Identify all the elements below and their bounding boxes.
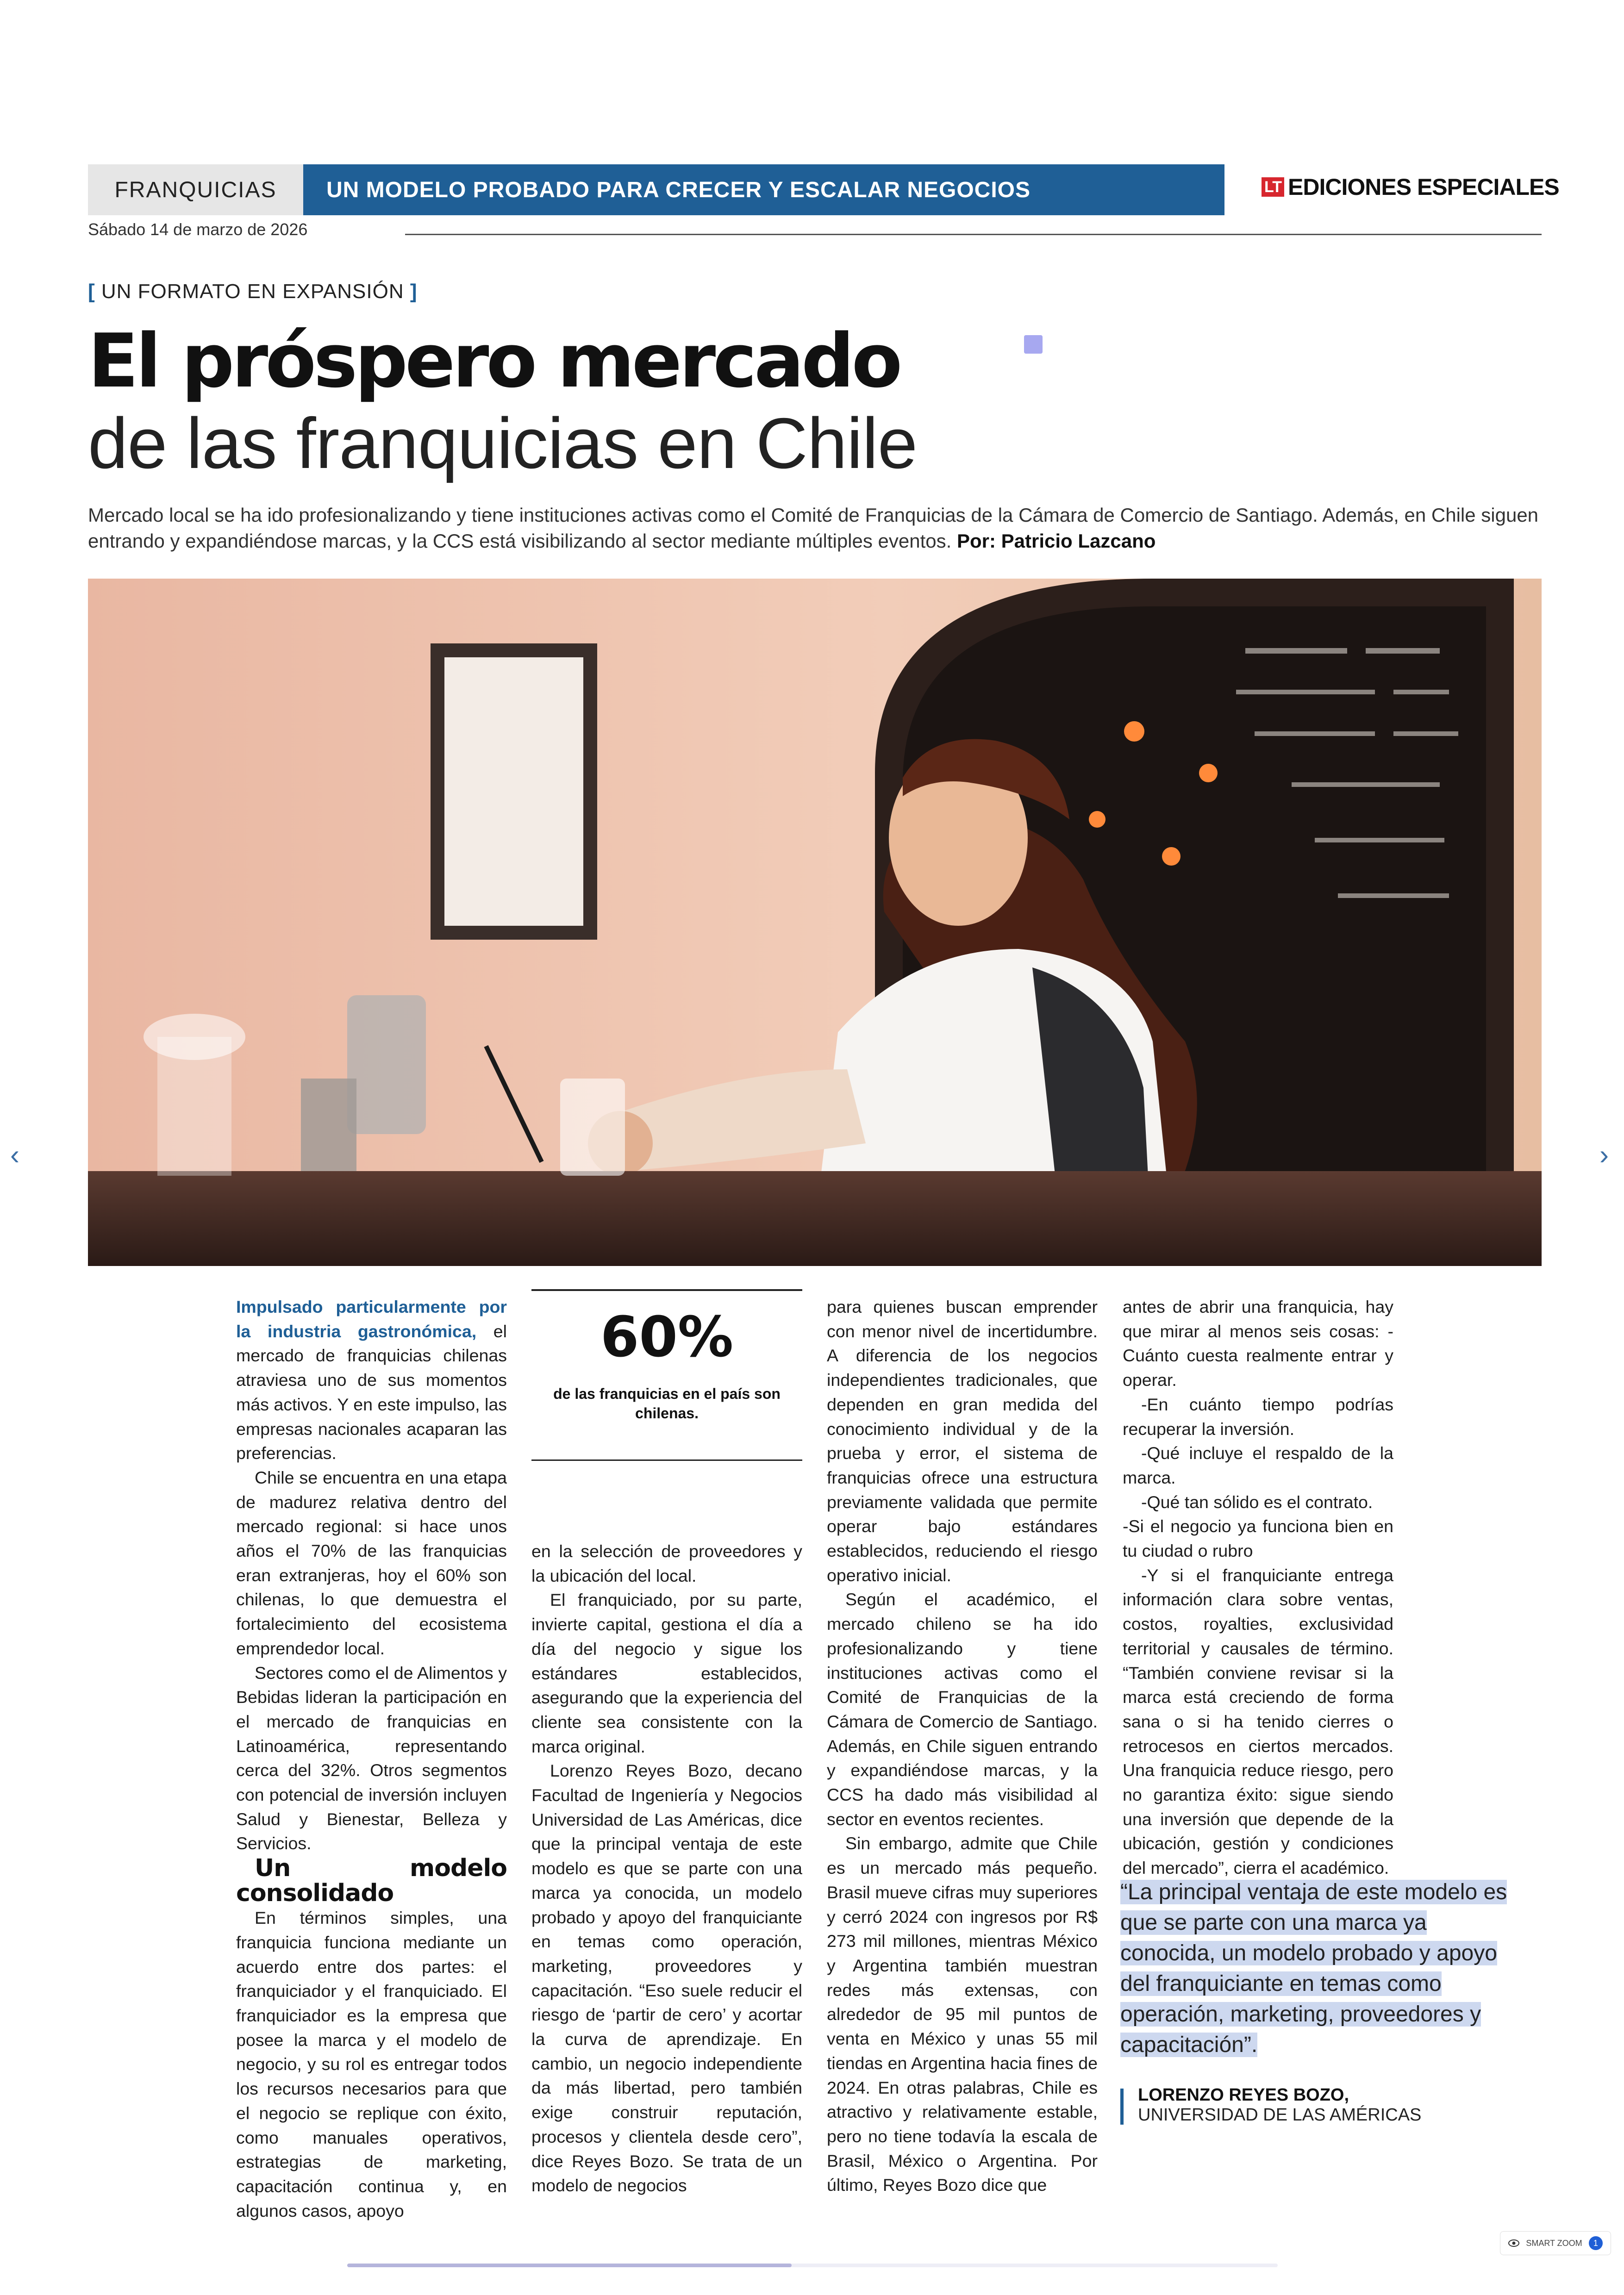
quote-bar <box>1120 2089 1124 2125</box>
col4-p3: -Qué incluye el respaldo de la marca. <box>1123 1443 1393 1487</box>
col1-paragraph <box>236 1295 507 1466</box>
issue-date: Sábado 14 de marzo de 2026 <box>88 220 308 239</box>
chevron-right-icon[interactable]: › <box>1599 1139 1609 1170</box>
stat-rule-bottom <box>531 1459 802 1461</box>
pull-quote <box>1120 1877 1523 2060</box>
stat-caption: de las franquicias en el país son chilenas. <box>553 1385 781 1422</box>
byline: Por: Patricio Lazcano <box>956 530 1156 552</box>
subhead: Un modelo consolidado <box>236 1854 507 1908</box>
quote-author: LORENZO REYES BOZO, <box>1138 2085 1349 2105</box>
eye-icon <box>1508 2239 1519 2247</box>
col3-p2: Según el académico, el mercado chileno se ha ido profesionalizando y tiene instituciones activas como el Comité de Franquicias de la Cámara de Comercio de Santiago. Además, en Chile siguen entrando y expandiéndose marcas, y la CCS ha dado más visibilidad al sector en eventos recientes. <box>827 1590 1098 1829</box>
kicker-text: UN FORMATO EN EXPANSIÓN <box>101 280 404 303</box>
headline-line1: El próspero mercado <box>88 318 900 404</box>
col3-p1: para quienes buscan emprender con menor nivel de incertidumbre. A diferencia de los negocios independientes tradicionales, que dependen en gran medida del conocimiento individual y de la prueba y error, el sistema de franquicias ofrece una estructura previamente validada que permite operar bajo estándares establecidos, reduciendo el riesgo operativo inicial. <box>827 1297 1098 1585</box>
col1-p1: el mercado de franquicias chilenas atraviesa uno de sus momentos más activos. Y en este impulso, las empresas nacionales acaparan las preferencias. <box>236 1321 507 1463</box>
brand-mark: LT <box>1262 177 1284 197</box>
lead-in: Impulsado particularmente por la industria gastronómica, <box>236 1297 507 1341</box>
brand-name: EDICIONES ESPECIALES <box>1288 174 1559 200</box>
column-1 <box>236 1295 507 2223</box>
headline-line2: de las franquicias en Chile <box>88 403 917 483</box>
section-banner: UN MODELO PROBADO PARA CRECER Y ESCALAR NEGOCIOS <box>303 164 1224 215</box>
column-3 <box>827 1295 1098 2197</box>
col4-p6: -Y si el franquiciante entrega información clara sobre ventas, costos, royalties, exclusividad territorial y causales de término. “También conviene revisar si la marca está creciendo de forma sana o si ha tenido cierres o retrocesos en ciertos mercados. Una franquicia reduce riesgo, pero no garantiza éxito: sigue siendo una inversión que depende de la ubicación, gestión y condiciones del mercado”, cierra el académico. <box>1123 1565 1393 1878</box>
stat-rule-top <box>531 1289 802 1291</box>
col2-p1: en la selección de proveedores y la ubicación del local. <box>531 1541 802 1585</box>
col1-p4: En términos simples, una franquicia funciona mediante un acuerdo entre dos partes: el franquiciador y el franquiciado. El franquiciador es la empresa que posee la marca y el modelo de negocio, y su rol es entregar todos los recursos necesarios para que el negocio se replique con éxito, como manuales operativos, estrategias de marketing, capacitación continua y, en algunos casos, apoyo <box>236 1908 507 2220</box>
brand-logo[interactable] <box>1262 174 1559 200</box>
article-lead <box>88 502 1546 554</box>
lead-text: Mercado local se ha ido profesionalizando y tiene instituciones activas como el Comité de Franquicias de la Cámara de Comercio de Santiago. Además, en Chile siguen entrando y expandiéndose marcas, y la CCS está visibilizando al sector mediante múltiples eventos. <box>88 504 1539 552</box>
section-tab: FRANQUICIAS <box>88 164 303 215</box>
col1-p2: Chile se encuentra en una etapa de madurez relativa dentro del mercado regional: si hace unos años el 70% de las franquicias eran extranjeras, hoy el 60% son chilenas, lo que demuestra el fortalecimiento del ecosistema emprendedor local. <box>236 1467 507 1658</box>
col4-p5: -Si el negocio ya funciona bien en tu ciudad o rubro <box>1123 1516 1393 1561</box>
quote-affiliation: UNIVERSIDAD DE LAS AMÉRICAS <box>1138 2105 1422 2125</box>
stat-number: 60% <box>600 1305 734 1370</box>
page-scrollbar-thumb[interactable] <box>347 2264 792 2267</box>
kicker: [ UN FORMATO EN EXPANSIÓN ] <box>88 280 418 303</box>
col4-p4: -Qué tan sólido es el contrato. <box>1141 1492 1373 1512</box>
header-rule <box>405 234 1542 235</box>
chevron-left-icon[interactable]: ‹ <box>10 1139 19 1170</box>
col4-p1: antes de abrir una franquicia, hay que mirar al menos seis cosas: -Cuánto cuesta realmente entrar y operar. <box>1123 1297 1393 1390</box>
col4-p2: -En cuánto tiempo podrías recuperar la inversión. <box>1123 1394 1393 1439</box>
smart-zoom-badge: 1 <box>1589 2236 1603 2250</box>
article-photo <box>88 579 1542 1266</box>
column-4 <box>1123 1295 1393 1880</box>
col3-p3: Sin embargo, admite que Chile es un mercado más pequeño. Brasil mueve cifras muy superiores y cerró 2024 con ingresos por R$ 273 mil millones, mientras México y Argentina también muestran redes más extensas, con alrededor de 95 mil puntos de venta en México y unas 55 mil tiendas en Argentina hacia fines de 2024. En otras palabras, Chile es atractivo y relativamente estable, pero no tiene todavía la escala de Brasil, México o Argentina. Por último, Reyes Bozo dice que <box>827 1834 1098 2195</box>
column-2 <box>531 1539 802 2198</box>
smart-zoom-label: SMART ZOOM <box>1526 2238 1582 2248</box>
smart-zoom-button[interactable] <box>1500 2231 1611 2255</box>
col1-p3: Sectores como el de Alimentos y Bebidas lideran la participación en el mercado de franquicias en Latinoamérica, representando cerca del 32%. Otros segmentos con potencial de inversión incluyen Salud y Bienestar, Belleza y Servicios. <box>236 1663 507 1853</box>
note-icon[interactable] <box>1024 335 1043 354</box>
col2-p3: Lorenzo Reyes Bozo, decano Facultad de Ingeniería y Negocios Universidad de Las Américas, dice que la principal ventaja de este modelo es que se parte con una marca ya conocida, un modelo probado y apoyo del franquiciante en temas como operación, marketing, proveedores y capacitación. “Eso suele reducir el riesgo de ‘partir de cero’ y acortar la curva de aprendizaje. En cambio, un negocio independiente da más libertad, pero también exige construir reputación, procesos y clientela desde cero”, dice Reyes Bozo. Se trata de un modelo de negocios <box>531 1761 802 2195</box>
pull-quote-text: “La principal ventaja de este modelo es que se parte con una marca ya conocida, un modelo probado y apoyo del franquiciante en temas como operación, marketing, proveedores y capacitación”. <box>1120 1880 1507 2057</box>
col2-p2: El franquiciado, por su parte, invierte capital, gestiona el día a día del negocio y sigue los estándares establecidos, asegurando que la experiencia del cliente sea consistente con la marca original. <box>531 1590 802 1756</box>
